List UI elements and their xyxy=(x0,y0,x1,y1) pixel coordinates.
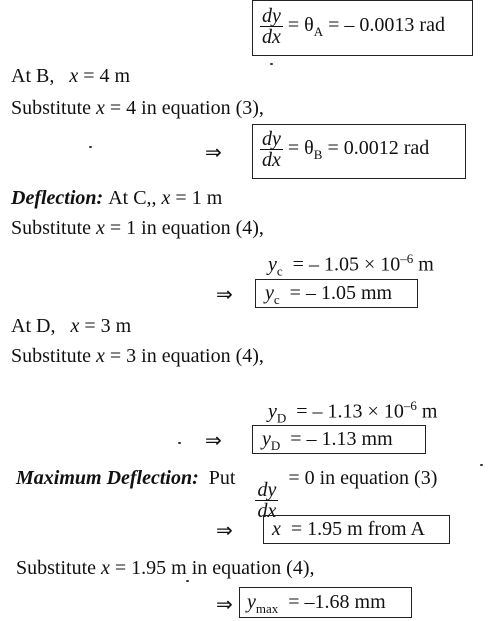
ymax-result: $y_{max} = -1.68$ mm xyxy=(247,591,386,616)
scan-speck xyxy=(480,464,483,466)
yd-result: $y_D$ = – 1.13 mm xyxy=(262,428,393,453)
implies-arrow: ⇒ xyxy=(216,518,233,542)
slope-b-equation: $\frac{dy}{dx}$ = $\theta_B = 0.0012$ rad xyxy=(262,128,430,171)
substitute-x4-line: Substitute x = 4 in equation (3), xyxy=(11,97,264,119)
implies-arrow: ⇒ xyxy=(216,592,233,616)
scan-speck xyxy=(89,146,92,148)
substitute-x195-line: Substitute x = 1.95 m in equation (4), xyxy=(16,557,315,579)
at-d-line: At D, x = 3 m xyxy=(11,315,132,337)
scan-speck xyxy=(178,442,181,444)
yd-equation: $y_D$ = – $1.13 \times 10^{-6}$ m xyxy=(268,398,438,426)
implies-arrow: ⇒ xyxy=(216,282,233,306)
implies-arrow: ⇒ xyxy=(205,140,222,164)
yc-equation: $y_c$ = – $1.05 \times 10^{-6}$ m xyxy=(268,251,434,279)
scan-speck xyxy=(270,63,273,65)
scan-speck xyxy=(186,580,189,582)
at-b-line: At B, x = 4 m xyxy=(11,65,131,87)
dy-dx-fraction: $\frac{dy}{dx}$ xyxy=(257,479,277,522)
substitute-x3-line: Substitute x = 3 in equation (4), xyxy=(11,345,264,367)
dy-dx-fraction: $\frac{dy}{dx}$ xyxy=(262,128,281,171)
implies-arrow: ⇒ xyxy=(205,428,222,452)
dy-dx-fraction: $\frac{dy}{dx}$ xyxy=(262,5,281,48)
substitute-x1-line: Substitute x = 1 in equation (4), xyxy=(11,217,264,239)
deflection-heading: Deflection: At C,, x = 1 m xyxy=(11,187,223,209)
max-deflection-heading: Maximum Deflection: Put $\frac{dy}{dx}$ = 0 in equation (3) xyxy=(16,467,438,522)
slope-a-equation: $\frac{dy}{dx}$ = $\theta_A$ = – 0.0013 rad xyxy=(262,5,445,48)
x-max-result: x = 1.95 m from A xyxy=(272,518,425,540)
yc-result: $y_c$ = – 1.05 mm xyxy=(265,282,393,307)
